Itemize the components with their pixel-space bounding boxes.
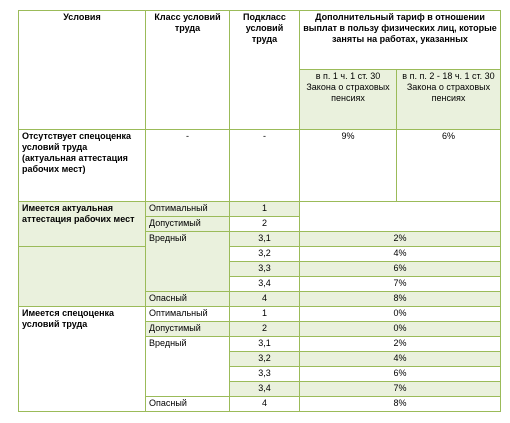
subclass-cell: 3,3	[230, 367, 300, 382]
subclass-cell: 3,4	[230, 277, 300, 292]
tariff-table	[18, 10, 501, 412]
condition-cell: Имеется спецоценка условий труда	[19, 307, 146, 412]
table-row	[19, 130, 501, 202]
work-class-cell: Допустимый	[146, 217, 230, 232]
table-row	[19, 247, 501, 262]
header-extra-tariff: Дополнительный тариф в отношении выплат в пользу физических лиц, которые заняты на работах, указанных	[300, 11, 501, 70]
tariff-cell: 4%	[300, 352, 501, 367]
subclass-cell: -	[230, 130, 300, 202]
tariff-cell: 8%	[300, 397, 501, 412]
subclass-cell: 3,2	[230, 247, 300, 262]
subclass-cell: 4	[230, 397, 300, 412]
subclass-cell: 3,3	[230, 262, 300, 277]
tariff-cell: 8%	[300, 292, 501, 307]
subclass-cell: 3,1	[230, 337, 300, 352]
table-row	[19, 202, 501, 217]
work-class-cell: Вредный	[146, 337, 230, 397]
work-class-cell: -	[146, 130, 230, 202]
header-row	[19, 11, 501, 70]
tariff-cell-a: 9%	[300, 130, 397, 202]
tariff-cell: 0%	[300, 307, 501, 322]
work-class-cell: Опасный	[146, 292, 230, 307]
subclass-cell: 3,4	[230, 382, 300, 397]
subclass-cell: 2	[230, 322, 300, 337]
subclass-cell: 1	[230, 307, 300, 322]
subclass-cell: 1	[230, 202, 300, 217]
tariff-cell: 6%	[300, 262, 501, 277]
work-class-cell: Оптимальный	[146, 202, 230, 217]
work-class-cell: Оптимальный	[146, 307, 230, 322]
condition-cell-empty	[19, 247, 146, 307]
header-work-class: Класс условий труда	[146, 11, 230, 130]
condition-cell: Имеется актуальная аттестация рабочих мест	[19, 202, 146, 247]
tariff-cell: 2%	[300, 337, 501, 352]
work-class-cell: Опасный	[146, 397, 230, 412]
subheader-art30-p1: в п. 1 ч. 1 ст. 30 Закона о страховых пенсиях	[300, 70, 397, 130]
work-class-cell: Вредный	[146, 232, 230, 292]
tariff-cell: 7%	[300, 382, 501, 397]
subheader-art30-p2-18: в п. п. 2 - 18 ч. 1 ст. 30 Закона о страховых пенсиях	[397, 70, 501, 130]
tariff-cell-b: 6%	[397, 130, 501, 202]
tariff-cell: 6%	[300, 367, 501, 382]
header-conditions: Условия	[19, 11, 146, 130]
work-class-cell: Допустимый	[146, 322, 230, 337]
header-subclass: Подкласс условий труда	[230, 11, 300, 130]
subclass-cell: 2	[230, 217, 300, 232]
tariff-cell: 7%	[300, 277, 501, 292]
tariff-cell: 0%	[300, 322, 501, 337]
subclass-cell: 4	[230, 292, 300, 307]
subclass-cell: 3,2	[230, 352, 300, 367]
table-row	[19, 307, 501, 322]
tariff-cell: 2%	[300, 232, 501, 247]
tariff-cell	[300, 202, 501, 232]
subclass-cell: 3,1	[230, 232, 300, 247]
tariff-cell: 4%	[300, 247, 501, 262]
condition-cell: Отсутствует спецоценка условий труда (актуальная аттестация рабочих мест)	[19, 130, 146, 202]
